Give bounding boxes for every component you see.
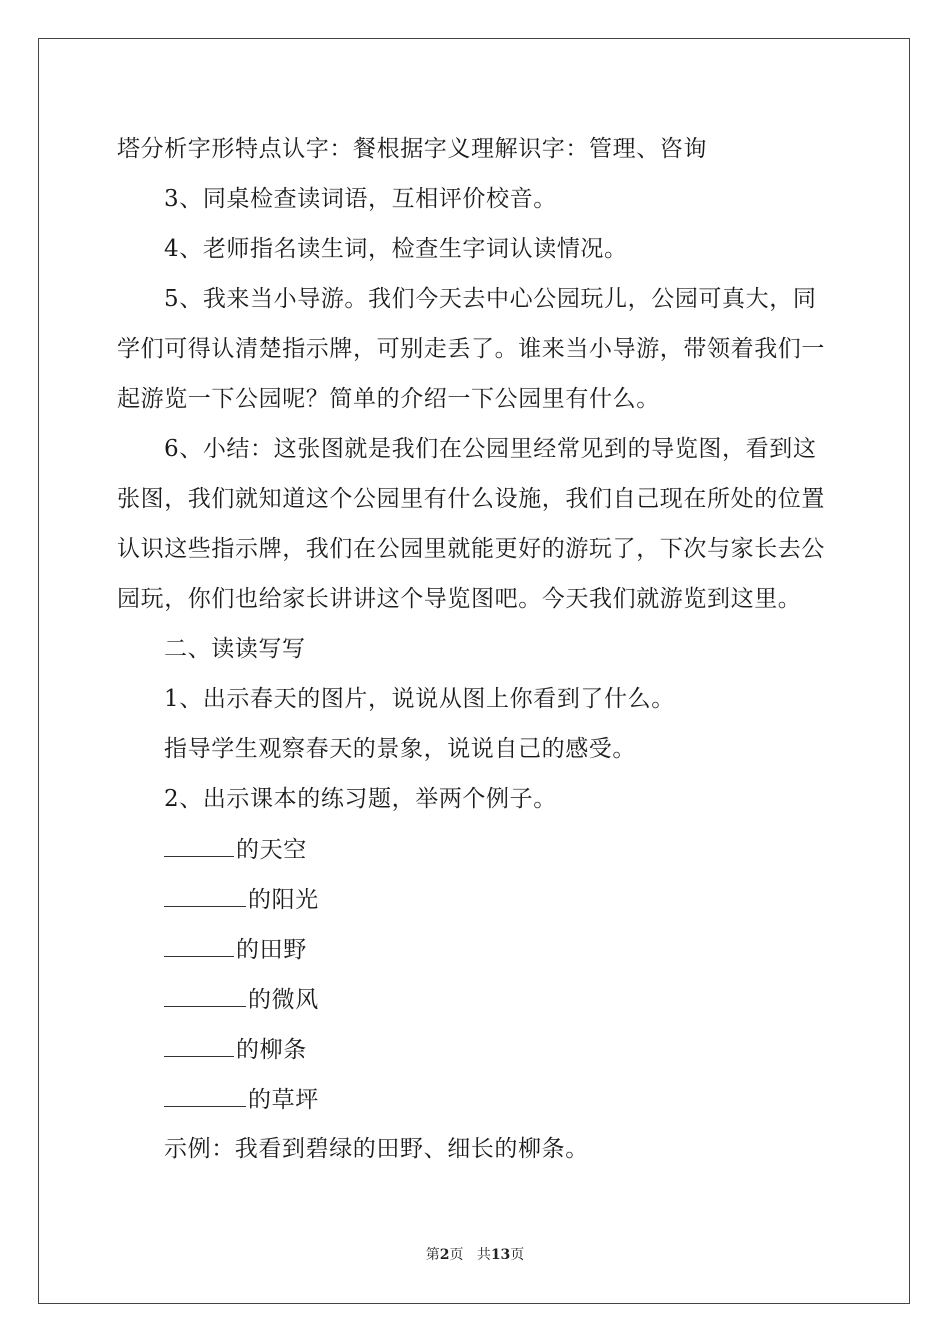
blank-line <box>164 834 234 857</box>
fill-blank-text: 的草坪 <box>248 1087 319 1113</box>
total-prefix: 共 <box>476 1247 491 1263</box>
fill-blank-text: 的柳条 <box>236 1037 307 1063</box>
blank-line <box>164 934 234 957</box>
fill-blank-item <box>164 1084 319 1115</box>
total-suffix: 页 <box>510 1247 525 1263</box>
fill-blank-text: 的阳光 <box>248 887 319 913</box>
blank-line <box>164 1084 246 1107</box>
blank-line <box>164 984 246 1007</box>
page-prefix: 第 <box>425 1247 440 1263</box>
text-line: 1、出示春天的图片，说说从图上你看到了什么。 <box>164 686 675 712</box>
text-line: 3、同桌检查读词语，互相评价校音。 <box>164 186 557 212</box>
text-line: 学们可得认清楚指示牌，可别走丢了。谁来当小导游，带领着我们一 <box>117 336 825 362</box>
text-line: 张图，我们就知道这个公园里有什么设施，我们自己现在所处的位置 <box>117 486 825 512</box>
fill-blank-text: 的天空 <box>236 837 307 863</box>
blank-line <box>164 884 246 907</box>
text-line: 园玩，你们也给家长讲讲这个导览图吧。今天我们就游览到这里。 <box>117 586 802 612</box>
fill-blank-item <box>164 884 319 915</box>
text-line: 起游览一下公园呢？简单的介绍一下公园里有什么。 <box>117 386 660 412</box>
total-pages: 13 <box>490 1247 511 1263</box>
example-line: 示例：我看到碧绿的田野、细长的柳条。 <box>164 1136 589 1162</box>
fill-blank-text: 的微风 <box>248 987 319 1013</box>
page-footer <box>0 1245 950 1265</box>
fill-blank-item <box>164 1034 307 1065</box>
page-suffix: 页 <box>449 1247 464 1263</box>
fill-blank-text: 的田野 <box>236 937 307 963</box>
text-line: 6、小结：这张图就是我们在公园里经常见到的导览图，看到这 <box>164 436 817 462</box>
text-line: 5、我来当小导游。我们今天去中心公园玩儿，公园可真大，同 <box>164 286 817 312</box>
fill-blank-item <box>164 984 319 1015</box>
section-heading: 二、读读写写 <box>164 636 306 662</box>
text-line: 4、老师指名读生词，检查生字词认读情况。 <box>164 236 628 262</box>
blank-line <box>164 1034 234 1057</box>
fill-blank-item <box>164 834 307 865</box>
text-line: 认识这些指示牌，我们在公园里就能更好的游玩了，下次与家长去公 <box>117 536 825 562</box>
text-line: 2、出示课本的练习题，举两个例子。 <box>164 786 557 812</box>
text-line: 塔分析字形特点认字：餐根据字义理解识字：管理、咨询 <box>117 136 707 162</box>
text-line: 指导学生观察春天的景象，说说自己的感受。 <box>164 736 636 762</box>
page-number: 2 <box>439 1247 450 1263</box>
fill-blank-item <box>164 934 307 965</box>
